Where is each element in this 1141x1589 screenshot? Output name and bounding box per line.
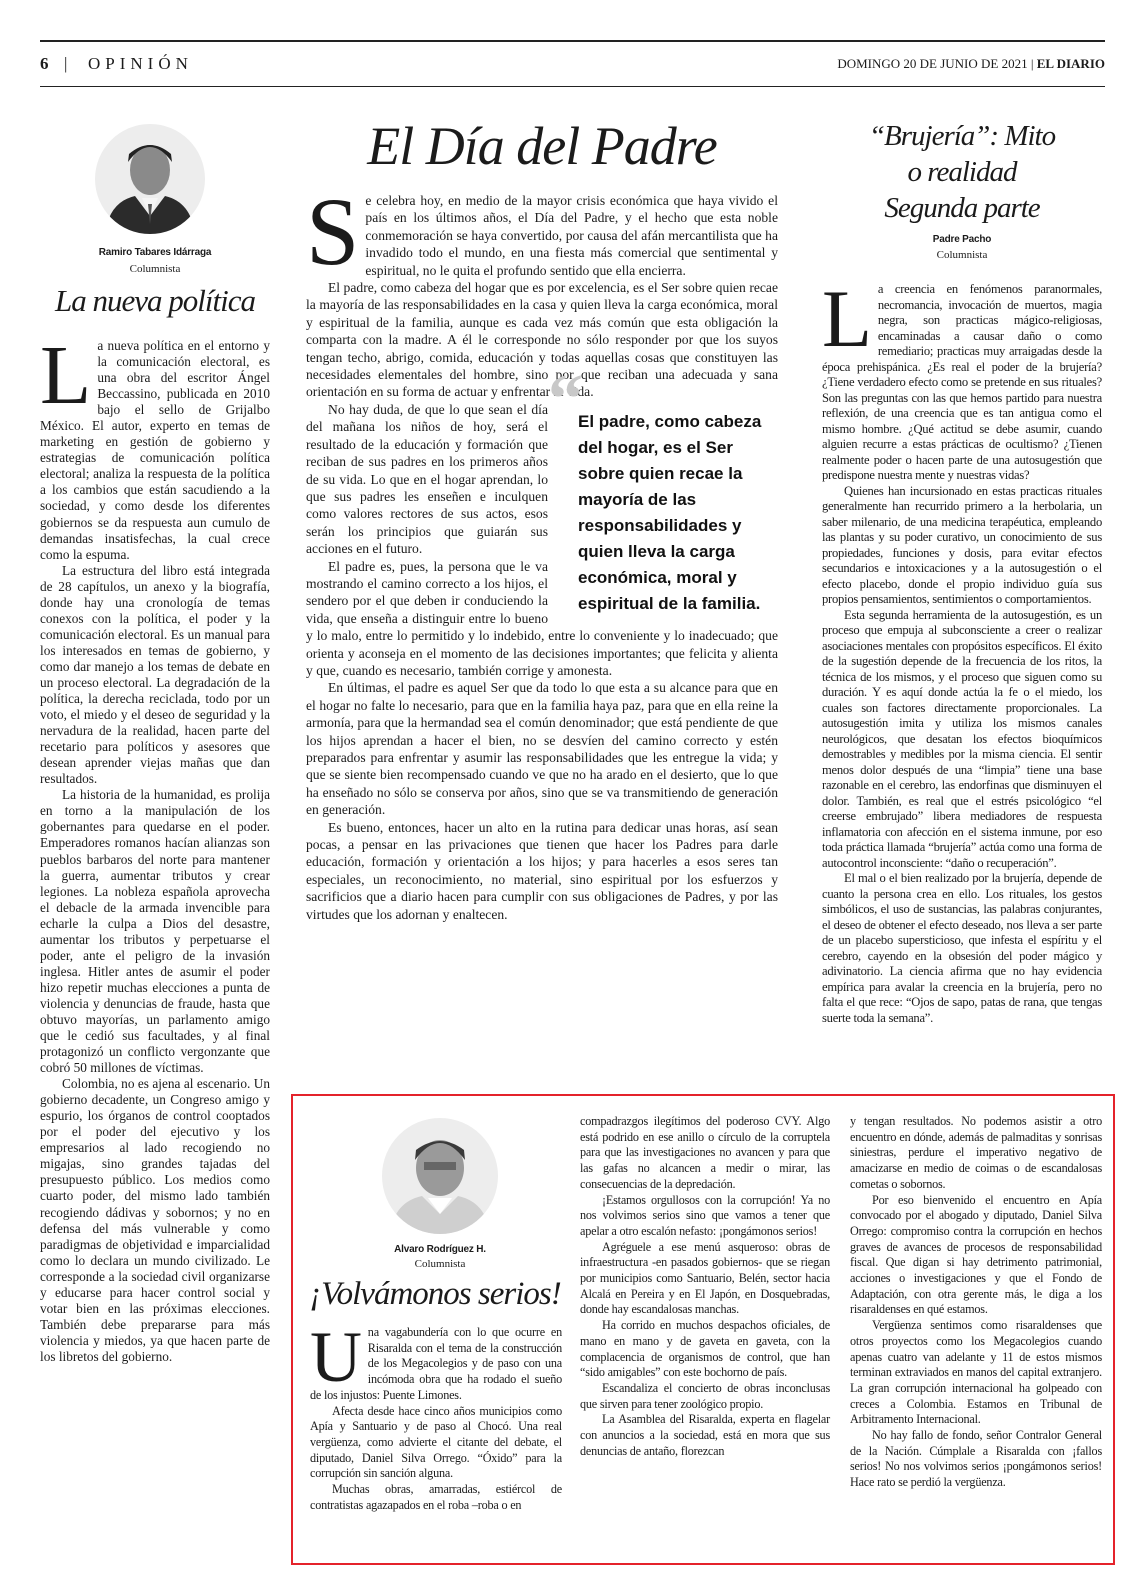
paragraph: La historia de la humanidad, es prolija en torno a la manipulación de los gobernantes para quedarse en el poder. Emperadores romanos hacían alianzas son pueblos barbaros del norte para mantener la guerra, aumentar tributos y crear legiones. La nobleza española aprovecha el debacle de la armada invencible para echarle la culpa a Dios del desastre, aumentar los tributos y perpetuarse el poder, ante el peligro de la invasión inglesa. Hitler antes de asumir el poder hizo repetir muchas elecciones a punta de violencia y denuncias de fraude, hasta que obtuvo mayorías, un parlamento amigo que le cedió sus facultades, y al final protagonizó un conflicto vergonzante que cobró 50 millones de víctimas. bbox=[40, 787, 270, 1076]
author-role-left: Columnista bbox=[129, 263, 181, 275]
paragraph: Es bueno, entonces, hacer un alto en la rutina para dedicar unas horas, así sean pocas, a pensar en las privaciones que tienen que hacer los Padres para darle educación, formación y orientación a los hijos; y para hacerles a esos seres tan especiales, un reconocimiento, no material, sino espiritual por los esfuerzos y sacrificios que a diario hacen para cumplir con sus obligaciones de Padres, y por las virtudes que los adornan y enaltecen. bbox=[306, 819, 778, 922]
author-role-right: Columnista bbox=[936, 249, 988, 261]
paragraph: Vergüenza sentimos como risaraldenses que otros proyectos como los Megacolegios cuando apenas cuatro van adelante y 11 de estos mismos terminan extraviados en manos del capital extranjero. La gran corrupción internacional ha golpeado con creces a Colombia. Estamos en Tribunal de Arbitramento Internacional. bbox=[850, 1318, 1102, 1427]
pull-quote-text: El padre, como cabeza del hogar, es el Ser sobre quien recae la mayoría de las responsabilidades y quien lleva la carga económica, moral y espiritual de la familia. bbox=[578, 411, 762, 613]
header-bottom-rule bbox=[40, 86, 1105, 87]
title-line: Segunda parte bbox=[884, 192, 1040, 224]
paragraph: El padre, como cabeza del hogar que es por excelencia, es el Ser sobre quien recae la mayoría de las responsabilidades en la casa y quien lleva la carga económica, moral y espiritual de la familia, aunque es cada vez más común que esta obligación la comparta con la madre. A él le corresponde no sólo responder por que los suyos tengan techo, abrigo, comida, educación y todas aquellas cosas que constituyen las necesidades elementales del hombre, sino por que reciban una adecuada y sana orientación en su forma de actuar y enfrentar la vida. bbox=[306, 280, 778, 400]
boxed-article-column-3 bbox=[850, 1114, 1102, 1491]
article-title-left: La nueva política bbox=[55, 283, 255, 318]
paragraph: Por eso bienvenido el encuentro en Apía convocado por el abogado y diputado, Daniel Silva Orrego: compromiso contra la corrupción en hechos graves de avances de procesos de responsabilidad fiscal. Que digan si hay detrimento patrimonial, acciones o investigaciones y que el Fondo de Adaptación, con otra gerente más, le diga a los risaraldenses en qué estamos. bbox=[850, 1192, 1102, 1317]
dropcap-right: L bbox=[822, 273, 872, 364]
page-number: 6 bbox=[40, 54, 49, 73]
title-line: “Brujería”: Mito bbox=[868, 120, 1056, 152]
paragraph: Quienes han incursionado en estas practicas rituales generalmente han recurrido primero a la herbolaria, un saber milenario, de una medicina terapéutica, empleando las plantas y su poder curativo, un conocimiento de sus propiedades, funciones y dosis, para evitar efectos secundarios e intoxicaciones y a la autosugestión o el efecto placebo, donde el propio individuo guía sus propios pensamientos, sentimientos o comportamientos. bbox=[822, 483, 1102, 606]
dateline bbox=[837, 56, 1105, 72]
paragraph: No hay duda, de que lo que sean el día del mañana los niños de hoy, será el resultado de la educación y formación que reciban de sus padres en los primeros años de su vida. Lo que en el hogar aprendan, lo que sus padres les enseñen e inculquen como valores rectores de sus actos, esos serán los principios que guiarán sus acciones en el futuro. bbox=[306, 401, 548, 557]
dropcap-left: L bbox=[40, 329, 92, 422]
paragraph: e celebra hoy, en medio de la mayor crisis económica que haya vivido el país en los últimos años, el Día del Padre, y el hecho que esta noble conmemoración se haya convertido, por causa del afán mercantilista que ha invadido todo el mundo, en una fiesta más comercial que sentimental y espiritual, no le quita el profundo sentido que ella encierra. bbox=[365, 193, 778, 278]
article-title-center: El Día del Padre bbox=[367, 116, 717, 176]
article-body-left bbox=[40, 329, 270, 1365]
paragraph: Muchas obras, amarradas, estiércol de contratistas agazapados en el roba –roba o en bbox=[310, 1482, 562, 1512]
avatar-portrait-icon bbox=[382, 1118, 498, 1234]
pull-quote bbox=[548, 360, 778, 617]
paragraph: Ha corrido en muchos despachos oficiales, de mano en mano y de gaveta en gaveta, con la complacencia de organismos de control, que han “sido amigables” con este bochorno de país. bbox=[580, 1318, 830, 1380]
date-text: DOMINGO 20 DE JUNIO DE 2021 | bbox=[837, 56, 1034, 71]
dropcap-boxed: U bbox=[310, 1317, 362, 1397]
header-separator: | bbox=[64, 54, 68, 73]
author-photo-left bbox=[95, 124, 205, 234]
paragraph: compadrazgos ilegítimos del poderoso CVY. Algo está podrido en ese anillo o círculo de la corruptela para que las investigaciones no avancen y para que las gafas no alcancen a medir o mirar, las consecuencias de la depredación. bbox=[580, 1114, 830, 1191]
paragraph: El mal o el bien realizado por la brujería, depende de cuanto la persona crea en ello. Los rituales, los gestos simbólicos, el uso de sustancias, las palabras conjurantes, el deseo de obtener el efecto deseado, nos lleva a ser parte de un placebo supersticioso, que infesta el espíritu y el cerebro, cayendo en la obsesión del poder mágico y adivinatorio. La ciencia afirma que no hay evidencia empírica para avalar la creencia en la brujería, pero no falta el que rece: “Ojos de sapo, patas de rana, que tengas suerte toda la semana”. bbox=[822, 871, 1102, 1025]
newspaper-name: EL DIARIO bbox=[1036, 56, 1105, 71]
paragraph: na vagabundería con lo que ocurre en Risaralda con el tema de la construcción de los Megacolegios y de paso con una incómoda obra que ha rodado el sueño de los injustos: Puente Limones. bbox=[310, 1325, 562, 1402]
author-photo-boxed bbox=[382, 1118, 498, 1234]
author-role-boxed: Columnista bbox=[414, 1258, 466, 1270]
article-title-boxed: ¡Volvámonos serios! bbox=[309, 1276, 561, 1312]
author-name-boxed: Alvaro Rodríguez H. bbox=[394, 1244, 486, 1255]
paragraph: y tengan resultados. No podemos asistir a otro encuentro en dónde, además de palmaditas y sonrisas siniestras, perdure el imperativo negativo de amacizarse en medio de coimas o de escandalosas cometas o sobornos. bbox=[850, 1114, 1102, 1191]
paragraph: La estructura del libro está integrada de 28 capítulos, un anexo y la biografía, donde hay una cronología de temas conexos con la política, el poder y la comunicación electoral. Es un manual para los interesados en temas de gobierno, y como dar manejo a los temas de debate en un proceso electoral. La degradación de la política, la derecha reciclada, todo por un voto, el miedo y el deseo de seguridad y la nervadura de la realidad, hacen parte del recetario para políticos y asesores que desean aprender viejas mañas que dan resultados. bbox=[40, 562, 270, 787]
paragraph: a nueva política en el entorno y la comunicación electoral, es una obra del escritor Ángel Beccassino, publicada en 2010 bajo el sello de Grijalbo México. El autor, experto en temas de marketing en gestión de gobierno y estrategias de comunicación política electoral; analiza la respuesta de la política a los cambios que están sacudiendo a la sociedad, y como desde los diferentes gobiernos se da respuesta aun cumulo de demandas insatisfechas, la cual crece como la espuma. bbox=[40, 338, 270, 562]
author-name-left: Ramiro Tabares Idárraga bbox=[98, 247, 212, 258]
article-body-center bbox=[306, 178, 778, 923]
article-body-right bbox=[822, 273, 1102, 1026]
paragraph: Afecta desde hace cinco años municipios como Apía y Santuario y de paso al Chocó. Una real vergüenza, como advierte el citante del debate, el diputado, Daniel Silva Orrego. “Óxido” para la corrupción sin sanción alguna. bbox=[310, 1403, 562, 1481]
article-title-right bbox=[822, 118, 1102, 226]
section-name: OPINIÓN bbox=[88, 54, 193, 73]
paragraph: El padre es, pues, la persona que le va mostrando el camino correcto a los hijos, el sendero por el que deben ir conduciendo la vida, que enseña a distinguir entre lo bueno y lo malo, entre lo permitido y lo indebido, entre lo conveniente y lo inadecuado; que orienta y aconseja en el momento de las decisiones importantes; que felicita y alienta y que, cuando es necesario, también corrige y amonesta. bbox=[306, 558, 778, 678]
paragraph: a creencia en fenómenos paranormales, necromancia, invocación de muertos, magia negra, son practicas mágico-religiosas, encaminadas a causar daño o como remediario; practicas muy arraigadas desde la época prehispánica. ¿Es real el poder de la brujería? ¿Tiene verdadero efecto como se pretende en sus rituales? Son las preguntas con las que hemos partido para nuestra reflexión, de una creencia que es tan antigua como el mismo hombre. ¿Qué actitud se debe asumir, cuando alguien recurre a estas prácticas de ocultismo? ¿Tienen realmente poder o hacen parte de una autosugestión que predispone nuestra mente y nuestras vidas? bbox=[822, 282, 1102, 482]
paragraph: Agréguele a ese menú asqueroso: obras de infraestructura -en pasados gobiernos- que se riegan por municipios como Santuario, Belén, sector hacia Alcalá en Pereira y en El Japón, en Dosquebradas, donde hay escandalosas manchas. bbox=[580, 1239, 830, 1317]
paragraph: La Asamblea del Risaralda, experta en flagelar con anuncios a la sociedad, está en mora que sus denuncias de antaño, florezcan bbox=[580, 1412, 830, 1458]
quote-mark-icon: “ bbox=[548, 360, 583, 438]
paragraph: Colombia, no es ajena al escenario. Un gobierno decadente, un Congreso amigo y espurio, los órganos de control cooptados por el poder del ejecutivo y los empresarios al lado recogiendo no migajas, sino grandes tajadas del presupuesto público. Los medios como cuarto poder, del mismo lado también recogiendo dádivas y sobornos; y no en defensa del más vulnerable y como paradigmas de objetividad e imparcialidad como lo declara un mundo civilizado. Le corresponde a la sociedad civil organizarse y educarse para hacer control social y votar bien en las próximas elecciones. También debe prepararse para más violencia y miedos, ya que hacen parte de los libretos del gobierno. bbox=[40, 1076, 270, 1364]
header-top-rule bbox=[40, 40, 1105, 42]
title-line: o realidad bbox=[907, 156, 1017, 188]
paragraph: ¡Estamos orgullosos con la corrupción! Ya no nos volvimos serios sino que vamos a tener que apelar a otro escalón nefasto: ¡pongámonos serios! bbox=[580, 1192, 830, 1238]
boxed-article-column-2 bbox=[580, 1114, 830, 1459]
author-name-right: Padre Pacho bbox=[932, 234, 992, 245]
boxed-article-column-1 bbox=[310, 1317, 562, 1513]
dropcap-center: S bbox=[306, 178, 360, 285]
paragraph: Esta segunda herramienta de la autosugestión, es un proceso que empuja al subconsciente a creer o realizar asociaciones mentales con propósitos específicos. El éxito de la sugestión depende de la frecuencia de los ritos, la técnica de los mismos, y el proceso que siguen como su duración. Y es aquí donde actúa la fe o el miedo, los cuales son factores directamente proporcionales. La autosugestión imita y utiliza los mismos canales neurológicos, que desatan los efectos bioquímicos demostrables y medibles por la misma ciencia. El sentir menos dolor después de una “limpia” tiene una base razonable en el cerebro, las endorfinas que disminuyen el dolor. También, es real que el estrés psicológico “el creerse embrujado” libera mediadores de respuesta inflamatoria con afección en el sistema inmune, por eso toda práctica llamada “brujería” actúa como una forma de autocontrol inconsciente: “daño o recuperación”. bbox=[822, 607, 1102, 870]
paragraph: No hay fallo de fondo, señor Contralor General de la Nación. Cúmplale a Risaralda con ¡fallos serios! No nos volvimos serios ¡pongámonos serios! Hace rato se perdió la vergüenza. bbox=[850, 1428, 1102, 1490]
avatar-portrait-icon bbox=[95, 124, 205, 234]
paragraph: Escandaliza el concierto de obras inconclusas que sirven para tener zoológico propio. bbox=[580, 1380, 830, 1411]
paragraph: En últimas, el padre es aquel Ser que da todo lo que esta a su alcance para que en el hogar no falte lo necesario, para que en la familia haya paz, para que en ella reine la armonía, para que la hermandad sea el común denominador; que está pendiente de que los hijos aprendan a hacer el bien, no se desvíen del camino correcto y estén preparados para enfrentar y asumir las responsabilidades que les entregue la vida; y que se siente bien recompensado cuando ve que no ha arado en el desierto, que lo que ha enseñado no sólo se conserva por años, sino que se va transmitiendo de generación en generación. bbox=[306, 680, 778, 818]
